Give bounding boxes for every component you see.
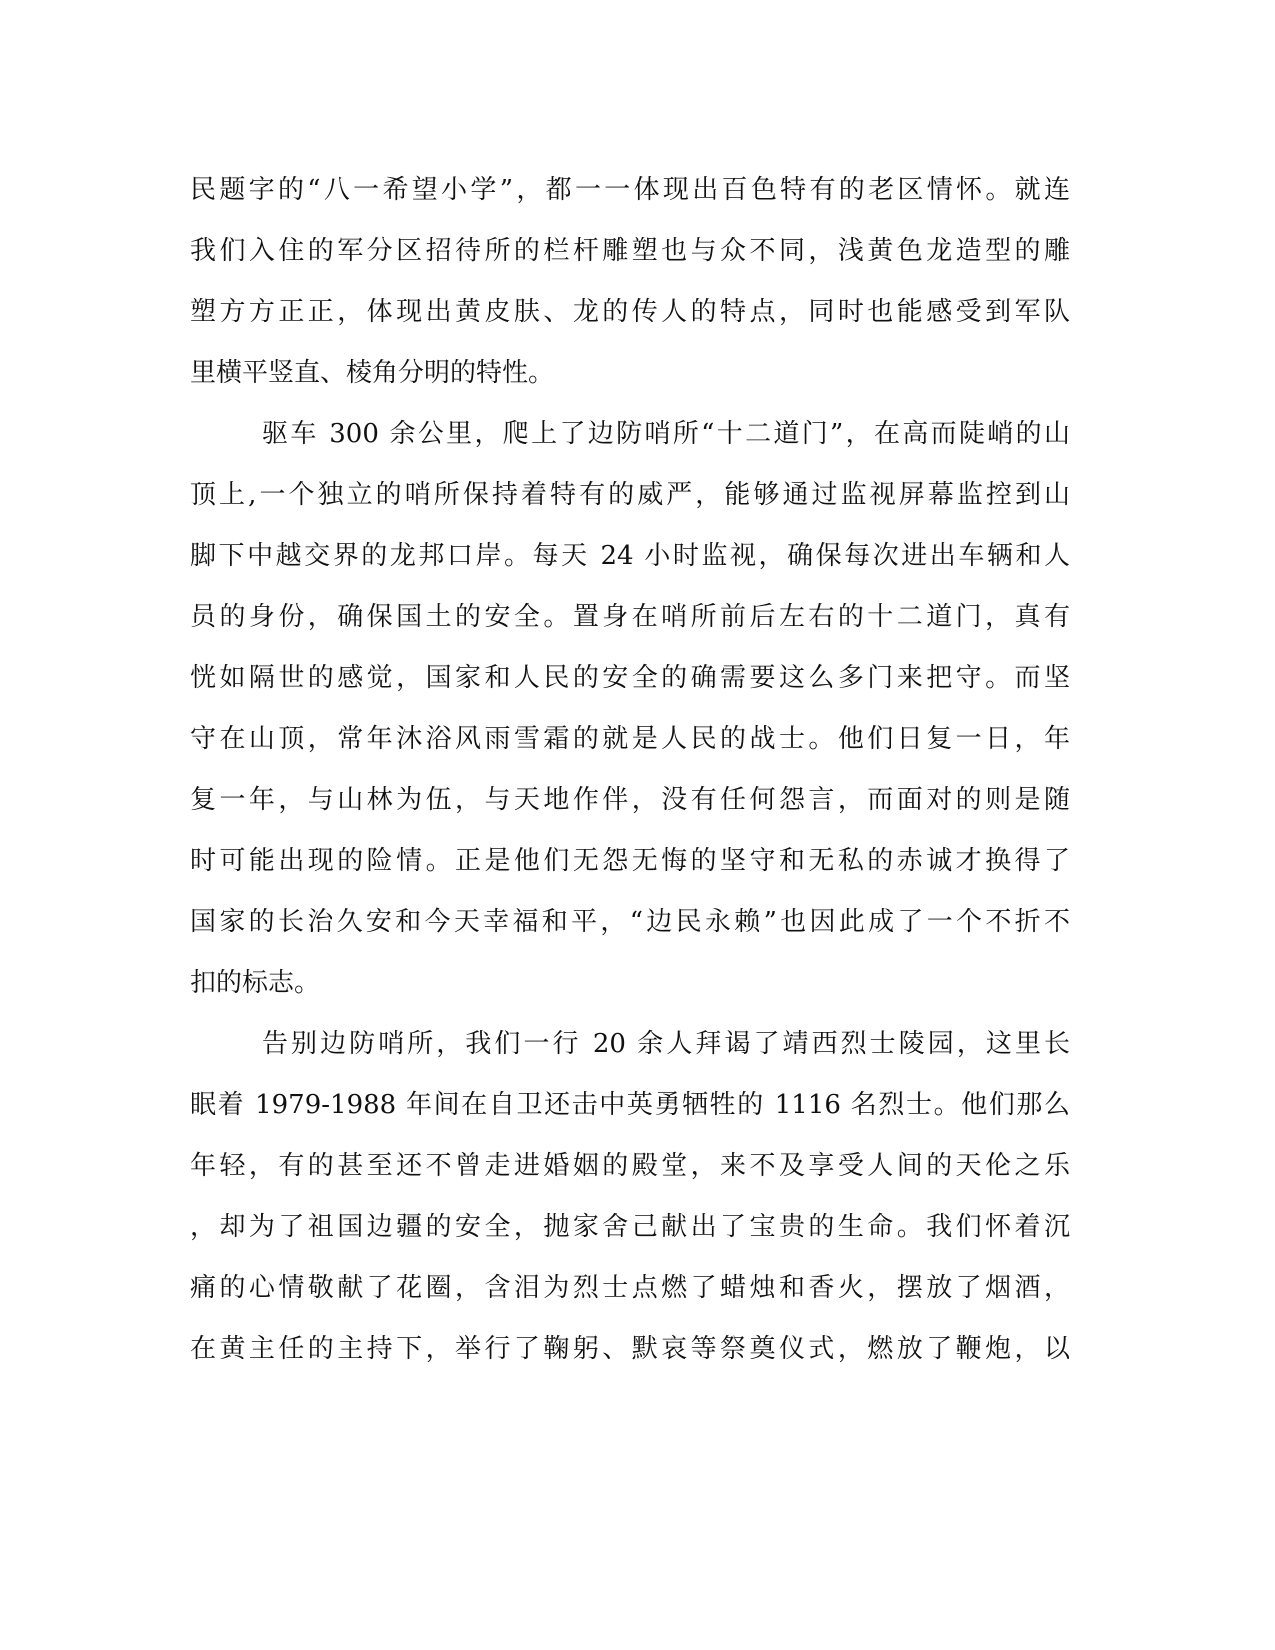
paragraph-line: 在黄主任的主持下，举行了鞠躬、默哀等祭奠仪式，燃放了鞭炮，以 xyxy=(190,1334,1070,1364)
paragraph-line: 脚下中越交界的龙邦口岸。每天 24 小时监视，确保每次进出车辆和人 xyxy=(190,541,1070,571)
paragraph-line: 我们入住的军分区招待所的栏杆雕塑也与众不同，浅黄色龙造型的雕 xyxy=(190,236,1070,266)
paragraph-line: 告别边防哨所，我们一行 20 余人拜谒了靖西烈士陵园，这里长 xyxy=(262,1029,1070,1059)
paragraph-line: 痛的心情敬献了花圈，含泪为烈士点燃了蜡烛和香火，摆放了烟酒， xyxy=(190,1273,1070,1303)
paragraph-line: 顶上,一个独立的哨所保持着特有的威严，能够通过监视屏幕监控到山 xyxy=(190,480,1070,510)
paragraph-line: 塑方方正正，体现出黄皮肤、龙的传人的特点，同时也能感受到军队 xyxy=(190,297,1070,327)
paragraph-line: 民题字的“八一希望小学”，都一一体现出百色特有的老区情怀。就连 xyxy=(190,175,1070,205)
paragraph-1 xyxy=(190,160,1070,404)
paragraph-line: 国家的长治久安和今天幸福和平，“边民永赖”也因此成了一个不折不 xyxy=(190,907,1070,937)
document-body xyxy=(190,160,1070,1380)
paragraph-line: 年轻，有的甚至还不曾走进婚姻的殿堂，来不及享受人间的天伦之乐 xyxy=(190,1151,1070,1181)
paragraph-line: 眠着 1979-1988 年间在自卫还击中英勇牺牲的 1116 名烈士。他们那么 xyxy=(190,1090,1070,1120)
paragraph-2 xyxy=(190,404,1070,1014)
paragraph-3 xyxy=(190,1014,1070,1380)
paragraph-line: 时可能出现的险情。正是他们无怨无悔的坚守和无私的赤诚才换得了 xyxy=(190,846,1070,876)
paragraph-line: 守在山顶，常年沐浴风雨雪霜的就是人民的战士。他们日复一日，年 xyxy=(190,724,1070,754)
paragraph-line: 扣的标志。 xyxy=(190,968,321,998)
paragraph-line: 复一年，与山林为伍，与天地作伴，没有任何怨言，而面对的则是随 xyxy=(190,785,1070,815)
paragraph-line: 员的身份，确保国土的安全。置身在哨所前后左右的十二道门，真有 xyxy=(190,602,1070,632)
paragraph-line: 恍如隔世的感觉，国家和人民的安全的确需要这么多门来把守。而坚 xyxy=(190,663,1070,693)
paragraph-line: 驱车 300 余公里，爬上了边防哨所“十二道门”，在高而陡峭的山 xyxy=(262,419,1070,449)
paragraph-line: 里横平竖直、棱角分明的特性。 xyxy=(190,358,555,388)
paragraph-line: ，却为了祖国边疆的安全，抛家舍己献出了宝贵的生命。我们怀着沉 xyxy=(190,1212,1070,1242)
